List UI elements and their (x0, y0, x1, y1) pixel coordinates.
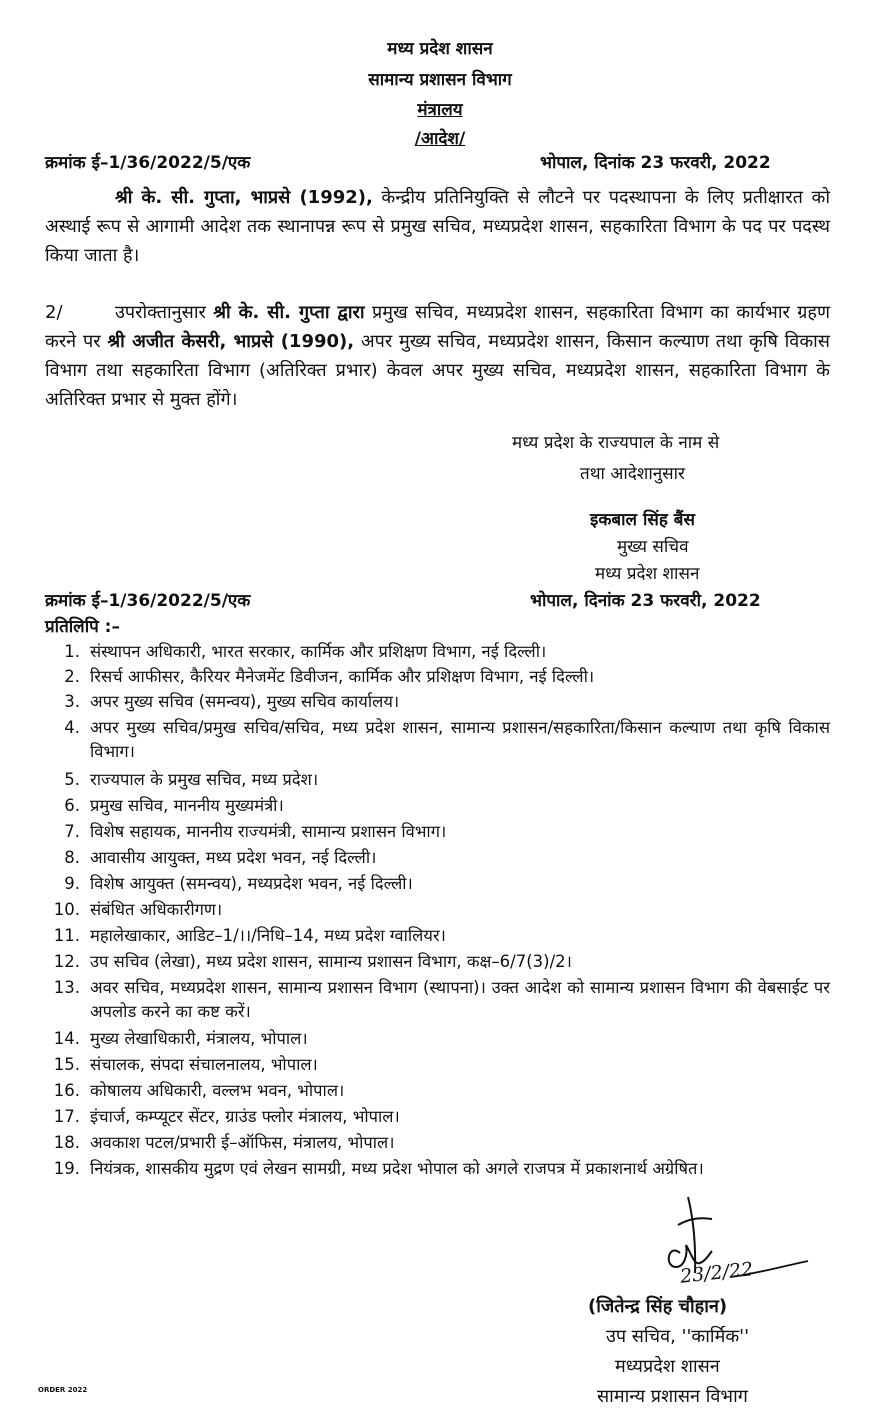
copy-list-text: नियंत्रक, शासकीय मुद्रण एवं लेखन सामग्री, मध्य प्रदेश भोपाल को अगले राजपत्र में प्रकाशनार्थ अग्रेषित। (90, 1159, 704, 1178)
copy-list-number: 19. (53, 1159, 80, 1178)
copy-list-text: विशेष आयुक्त (समन्वय), मध्यप्रदेश भवन, नई दिल्ली। (90, 874, 413, 893)
copy-list-text: महालेखाकार, आडिट–1/।।/निधि–14, मध्य प्रदेश ग्वालियर। (90, 926, 446, 945)
signatory-name: इकबाल सिंह बैंस (590, 510, 695, 530)
signatory-office: मध्य प्रदेश शासन (595, 564, 700, 584)
officer-name-gupta: श्री के. सी. गुप्ता, भाप्रसे (1992), (115, 187, 373, 208)
copy-list-number: 1. (64, 642, 80, 661)
paragraph-2-text-e: अपर मुख्य सचिव, मध्यप्रदेश शासन, किसान कल्याण तथा कृषि विकास विभाग तथा सहकारिता विभाग (अतिरिक्त प्रभार) केवल अपर मुख्य सचिव, मध्यप्रदेश शासन, सहकारिता विभाग के अतिरिक्त प्रभार से मुक्त होंगे। (45, 331, 830, 410)
copy-list-number: 16. (53, 1081, 80, 1100)
paragraph-2-number: 2/ (45, 302, 63, 323)
order-number: क्रमांक ई–1/36/2022/5/एक (45, 153, 251, 173)
copy-list-number: 10. (53, 900, 80, 919)
copy-list-number: 18. (53, 1133, 80, 1152)
copy-order-number: क्रमांक ई–1/36/2022/5/एक (45, 591, 251, 611)
copy-list-text: अपर मुख्य सचिव (समन्वय), मुख्य सचिव कार्यालय। (90, 692, 400, 711)
paragraph-1-text: केन्द्रीय प्रतिनियुक्ति से लौटने पर पदस्थापना के लिए प्रतीक्षारत को अस्थाई रूप से आगामी आदेश तक स्थानापन्न रूप से प्रमुख सचिव, मध्यप्रदेश शासन, सहकारिता विभाग के पद पर पदस्थ किया जाता है। (45, 187, 830, 266)
copy-list-text: विशेष सहायक, माननीय राज्यमंत्री, सामान्य प्रशासन विभाग। (90, 822, 447, 841)
copy-list-number: 7. (64, 822, 80, 841)
copy-list-text: राज्यपाल के प्रमुख सचिव, मध्य प्रदेश। (90, 770, 319, 789)
officer-name-gupta-2: श्री के. सी. गुप्ता द्वारा (213, 302, 365, 323)
copy-list-text: कोषालय अधिकारी, वल्लभ भवन, भोपाल। (90, 1081, 345, 1100)
copy-list-number: 11. (53, 926, 80, 945)
copy-list-text: मुख्य लेखाधिकारी, मंत्रालय, भोपाल। (90, 1029, 308, 1048)
copy-heading: प्रतिलिपि :– (45, 617, 120, 637)
signatory-designation: मुख्य सचिव (617, 537, 689, 557)
copy-list-number: 2. (64, 667, 80, 686)
order-paragraph-2 (45, 298, 830, 414)
officer-name-kesari: श्री अजीत केसरी, भाप्रसे (1990), (107, 331, 355, 352)
copy-list-number: 15. (53, 1055, 80, 1074)
order-place-date: भोपाल, दिनांक 23 फरवरी, 2022 (540, 153, 771, 173)
authority-line-2: तथा आदेशानुसार (580, 464, 686, 484)
copy-list-number: 3. (64, 692, 80, 711)
copy-list-text: अवर सचिव, मध्यप्रदेश शासन, सामान्य प्रशासन विभाग (स्थापना)। उक्त आदेश को सामान्य प्रशासन विभाग की वेबसाईट पर अपलोड करने का कष्ट करें। (90, 978, 830, 1021)
deputy-name: (जितेन्द्र सिंह चौहान) (588, 1296, 728, 1317)
copy-list-text: अपर मुख्य सचिव/प्रमुख सचिव/सचिव, मध्य प्रदेश शासन, सामान्य प्रशासन/सहकारिता/किसान कल्याण तथा कृषि विकास विभाग। (90, 718, 830, 761)
header-ministry: मंत्रालय (417, 100, 463, 120)
handwritten-date: 23/2/22 (679, 1258, 755, 1288)
authority-line-1: मध्य प्रदेश के राज्यपाल के नाम से (512, 433, 720, 453)
copy-place-date: भोपाल, दिनांक 23 फरवरी, 2022 (530, 591, 761, 611)
copy-list-text: प्रमुख सचिव, माननीय मुख्यमंत्री। (90, 796, 284, 815)
copy-list-text: संबंधित अधिकारीगण। (90, 900, 223, 919)
copy-list-number: 8. (64, 848, 80, 867)
copy-list-text: उप सचिव (लेखा), मध्य प्रदेश शासन, सामान्य प्रशासन विभाग, कक्ष–6/7(3)/2। (90, 952, 572, 971)
footer-tag: ORDER 2022 (38, 1386, 88, 1394)
copy-list-number: 6. (64, 796, 80, 815)
header-government: मध्य प्रदेश शासन (387, 39, 493, 59)
copy-list-text: रिसर्च आफीसर, कैरियर मैनेजमेंट डिवीजन, कार्मिक और प्रशिक्षण विभाग, नई दिल्ली। (90, 667, 595, 686)
paragraph-2-text-a: उपरोक्तानुसार (115, 302, 214, 323)
deputy-department: सामान्य प्रशासन विभाग (597, 1386, 748, 1407)
deputy-designation: उप सचिव, ''कार्मिक'' (606, 1326, 750, 1347)
copy-list-number: 13. (53, 978, 80, 997)
order-paragraph-1 (45, 183, 830, 270)
copy-list-text: संस्थापन अधिकारी, भारत सरकार, कार्मिक और प्रशिक्षण विभाग, नई दिल्ली। (90, 642, 547, 661)
deputy-office: मध्यप्रदेश शासन (615, 1356, 720, 1377)
header-department: सामान्य प्रशासन विभाग (368, 70, 512, 90)
copy-list-number: 5. (64, 770, 80, 789)
copy-list-text: इंचार्ज, कम्प्यूटर सेंटर, ग्राउंड फ्लोर मंत्रालय, भोपाल। (90, 1107, 400, 1126)
copy-list-number: 12. (53, 952, 80, 971)
paragraph-2-text-c: प्रमुख सचिव, मध्यप्रदेश शासन, सहकारिता विभाग का कार्यभार ग्रहण करने पर (45, 302, 830, 352)
copy-list-text: अवकाश पटल/प्रभारी ई–ऑफिस, मंत्रालय, भोपाल। (90, 1133, 395, 1152)
header-order-title: /आदेश/ (414, 129, 466, 149)
copy-list-number: 4. (64, 718, 80, 737)
copy-list-number: 14. (53, 1029, 80, 1048)
copy-list-number: 9. (64, 874, 80, 893)
copy-list-number: 17. (53, 1107, 80, 1126)
copy-list-text: आवासीय आयुक्त, मध्य प्रदेश भवन, नई दिल्ली। (90, 848, 377, 867)
copy-list-text: संचालक, संपदा संचालनालय, भोपाल। (90, 1055, 318, 1074)
